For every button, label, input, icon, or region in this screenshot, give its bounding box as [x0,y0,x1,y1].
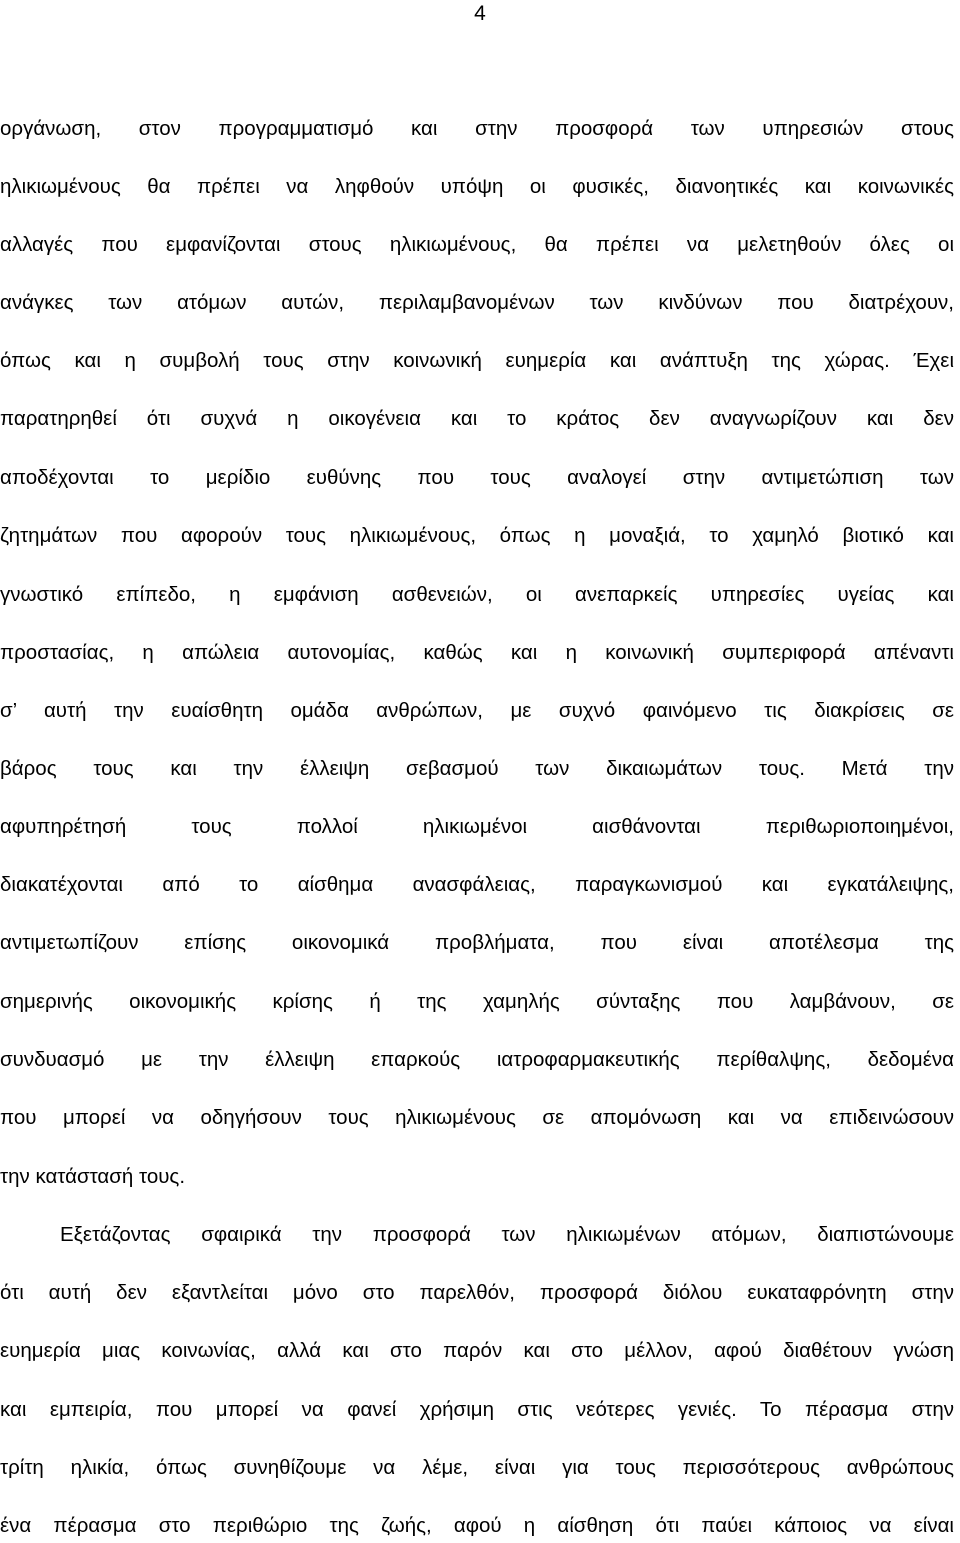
text-line: αντιμετωπίζουν επίσης οικονομικά προβλήματα, που είναι αποτέλεσμα της [0,931,954,954]
text-line: σημερινής οικονομικής κρίσης ή της χαμηλής σύνταξης που λαμβάνουν, σε [0,990,954,1013]
text-line: παρατηρηθεί ότι συχνά η οικογένεια και το κράτος δεν αναγνωρίζουν και δεν [0,407,954,430]
text-line: αφυπηρέτησή τους πολλοί ηλικιωμένοι αισθάνονται περιθωριοποιημένοι, [0,815,954,838]
text-line: ευημερία μιας κοινωνίας, αλλά και στο παρόν και στο μέλλον, αφού διαθέτουν γνώση [0,1339,954,1362]
text-line: συνδυασμό με την έλλειψη επαρκούς ιατροφαρμακευτικής περίθαλψης, δεδομένα [0,1048,954,1071]
text-line: αλλαγές που εμφανίζονται στους ηλικιωμένους, θα πρέπει να μελετηθούν όλες οι [0,233,954,256]
text-line: ένα πέρασμα στο περιθώριο της ζωής, αφού η αίσθηση ότι παύει κάποιος να είναι [0,1514,954,1537]
page-number: 4 [474,2,486,25]
text-line: ζητημάτων που αφορούν τους ηλικιωμένους, όπως η μοναξιά, το χαμηλό βιοτικό και [0,524,954,547]
text-line: ανάγκες των ατόμων αυτών, περιλαμβανομένων των κινδύνων που διατρέχουν, [0,291,954,314]
text-line: ότι αυτή δεν εξαντλείται μόνο στο παρελθόν, προσφορά διόλου ευκαταφρόνητη στην [0,1281,954,1304]
text-line: την κατάστασή τους. [0,1165,186,1188]
text-line: ηλικιωμένους θα πρέπει να ληφθούν υπόψη οι φυσικές, διανοητικές και κοινωνικές [0,175,954,198]
text-line: οργάνωση, στον προγραμματισμό και στην προσφορά των υπηρεσιών στους [0,117,954,140]
text-line: όπως και η συμβολή τους στην κοινωνική ευημερία και ανάπτυξη της χώρας. Έχει [0,349,954,372]
text-line: και εμπειρία, που μπορεί να φανεί χρήσιμη στις νεότερες γενιές. Το πέρασμα στην [0,1398,954,1421]
text-line: γνωστικό επίπεδο, η εμφάνιση ασθενειών, οι ανεπαρκείς υπηρεσίες υγείας και [0,583,954,606]
text-line: διακατέχονται από το αίσθημα ανασφάλειας, παραγκωνισμού και εγκατάλειψης, [0,873,954,896]
text-line: προστασίας, η απώλεια αυτονομίας, καθώς και η κοινωνική συμπεριφορά απέναντι [0,641,954,664]
text-line: τρίτη ηλικία, όπως συνηθίζουμε να λέμε, είναι για τους περισσότερους ανθρώπους [0,1456,954,1479]
text-line: βάρος τους και την έλλειψη σεβασμού των δικαιωμάτων τους. Μετά την [0,757,954,780]
text-line: που μπορεί να οδηγήσουν τους ηλικιωμένους σε απομόνωση και να επιδεινώσουν [0,1106,954,1129]
text-line: Εξετάζοντας σφαιρικά την προσφορά των ηλικιωμένων ατόμων, διαπιστώνουμε [60,1223,954,1246]
text-line: σ’ αυτή την ευαίσθητη ομάδα ανθρώπων, με συχνό φαινόμενο τις διακρίσεις σε [0,699,954,722]
text-line: αποδέχονται το μερίδιο ευθύνης που τους αναλογεί στην αντιμετώπιση των [0,466,954,489]
